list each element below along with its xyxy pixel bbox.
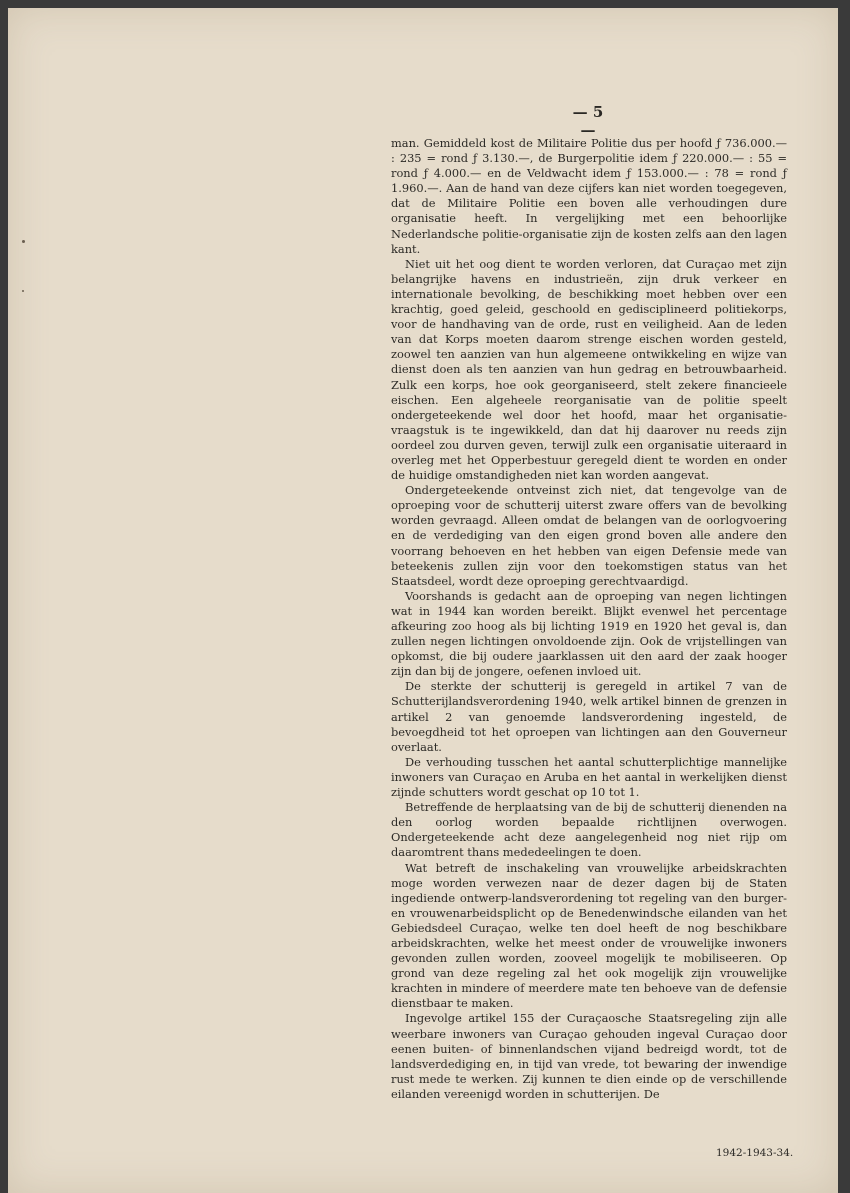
punch-hole-mark <box>22 290 24 292</box>
page-number: — 5 — <box>572 103 604 139</box>
document-code: 1942-1943-34. <box>716 1147 794 1159</box>
punch-hole-mark <box>22 240 25 243</box>
paragraph: De verhouding tusschen het aantal schutterplichtige mannelijke inwoners van Curaçao en Aruba en het aantal in werkelijken dienst zijnde schutters wordt geschat op 10 tot 1. <box>391 754 787 800</box>
paragraph: Niet uit het oog dient te worden verloren, dat Curaçao met zijn belangrijke havens en industrieën, zijn druk verkeer en internationale bevolking, de beschikking moet hebben over een krachtig, goed geleid, geschoold en gedisciplineerd politiekorps, voor de handhaving van de orde, rust en veiligheid. Aan de leden van dat Korps moeten daarom strenge eischen worden gesteld, zoowel ten aanzien van hun algemeene ontwikkeling en wijze van dienst doen als ten aanzien van hun gedrag en betrouwbaarheid. Zulk een korps, hoe ook georganiseerd, stelt zekere financieele eischen. Een algeheele reorganisatie van de politie speelt ondergeteekende wel door het hoofd, maar het organisatie-vraagstuk is te ingewikkeld, dan dat hij daarover nu reeds zijn oordeel zou durven geven, terwijl zulk een organisatie uiteraard in overleg met het Opperbestuur geregeld dient te worden en onder de huidige omstandigheden niet kan worden aangevat. <box>391 256 787 483</box>
paragraph: Ondergeteekende ontveinst zich niet, dat tengevolge van de oproeping voor de schutterij uiterst zware offers van de bevolking worden gevraagd. Alleen omdat de belangen van de oorlogvoering en de verdediging van den eigen grond boven alle andere den voorrang behoeven en het hebben van eigen Defensie mede van beteekenis zullen zijn voor den toekomstigen status van het Staatsdeel, wordt deze oproeping gerechtvaardigd. <box>391 483 787 588</box>
paragraph: Voorshands is gedacht aan de oproeping van negen lichtingen wat in 1944 kan worden bereikt. Blijkt evenwel het percentage afkeuring zoo hoog als bij lichting 1919 en 1920 het geval is, dan zullen negen lichtingen onvoldoende zijn. Ook de vrijstellingen van opkomst, die bij oudere jaarklassen uit den aard der zaak hooger zijn dan bij de jongere, oefenen invloed uit. <box>391 588 787 679</box>
paragraph: Wat betreft de inschakeling van vrouwelijke arbeidskrachten moge worden verwezen naar de dezer dagen bij de Staten ingediende ontwerp-landsverordening tot regeling van den burger- en vrouwenarbeidsplicht op de Benedenwindsche eilanden van het Gebiedsdeel Curaçao, welke ten doel heeft de nog beschikbare arbeidskrachten, welke het meest onder de vrouwelijke inwoners gevonden zullen worden, zooveel mogelijk te mobiliseeren. Op grond van deze regeling zal het ook mogelijk zijn vrouwelijke krachten in mindere of meerdere mate ten behoeve van de defensie dienstbaar te maken. <box>391 860 787 1011</box>
paragraph: De sterkte der schutterij is geregeld in artikel 7 van de Schutterijlandsverordening 1940, welk artikel binnen de grenzen in artikel 2 van genoemde landsverordening ingesteld, de bevoegdheid tot het oproepen van lichtingen aan den Gouverneur overlaat. <box>391 679 787 754</box>
document-page <box>8 8 838 1193</box>
paragraph: Betreffende de herplaatsing van de bij de schutterij dienenden na den oorlog worden bepaalde richtlijnen overwogen. Ondergeteekende acht deze aangelegenheid nog niet rijp om daaromtrent thans mededeelingen te doen. <box>391 800 787 860</box>
paragraph: man. Gemiddeld kost de Militaire Politie dus per hoofd ƒ 736.000.— : 235 = rond ƒ 3.130.—, de Burgerpolitie idem ƒ 220.000.— : 55 = rond ƒ 4.000.— en de Veldwacht idem ƒ 153.000.— : 78 = rond ƒ 1.960.—. Aan de hand van deze cijfers kan niet worden toegegeven, dat de Militaire Politie een boven alle verhoudingen dure organisatie heeft. In vergelijking met een behoorlijke Nederlandsche politie-organisatie zijn de kosten zelfs aan den lagen kant. <box>391 136 787 256</box>
body-text <box>391 136 787 1102</box>
paragraph: Ingevolge artikel 155 der Curaçaosche Staatsregeling zijn alle weerbare inwoners van Curaçao gehouden ingeval Curaçao door eenen buiten- of binnenlandschen vijand bedreigd wordt, tot de landsverdediging en, in tijd van vrede, tot bewaring der inwendige rust mede te werken. Zij kunnen te dien einde op de verschillende eilanden vereenigd worden in schutterijen. De <box>391 1011 787 1101</box>
